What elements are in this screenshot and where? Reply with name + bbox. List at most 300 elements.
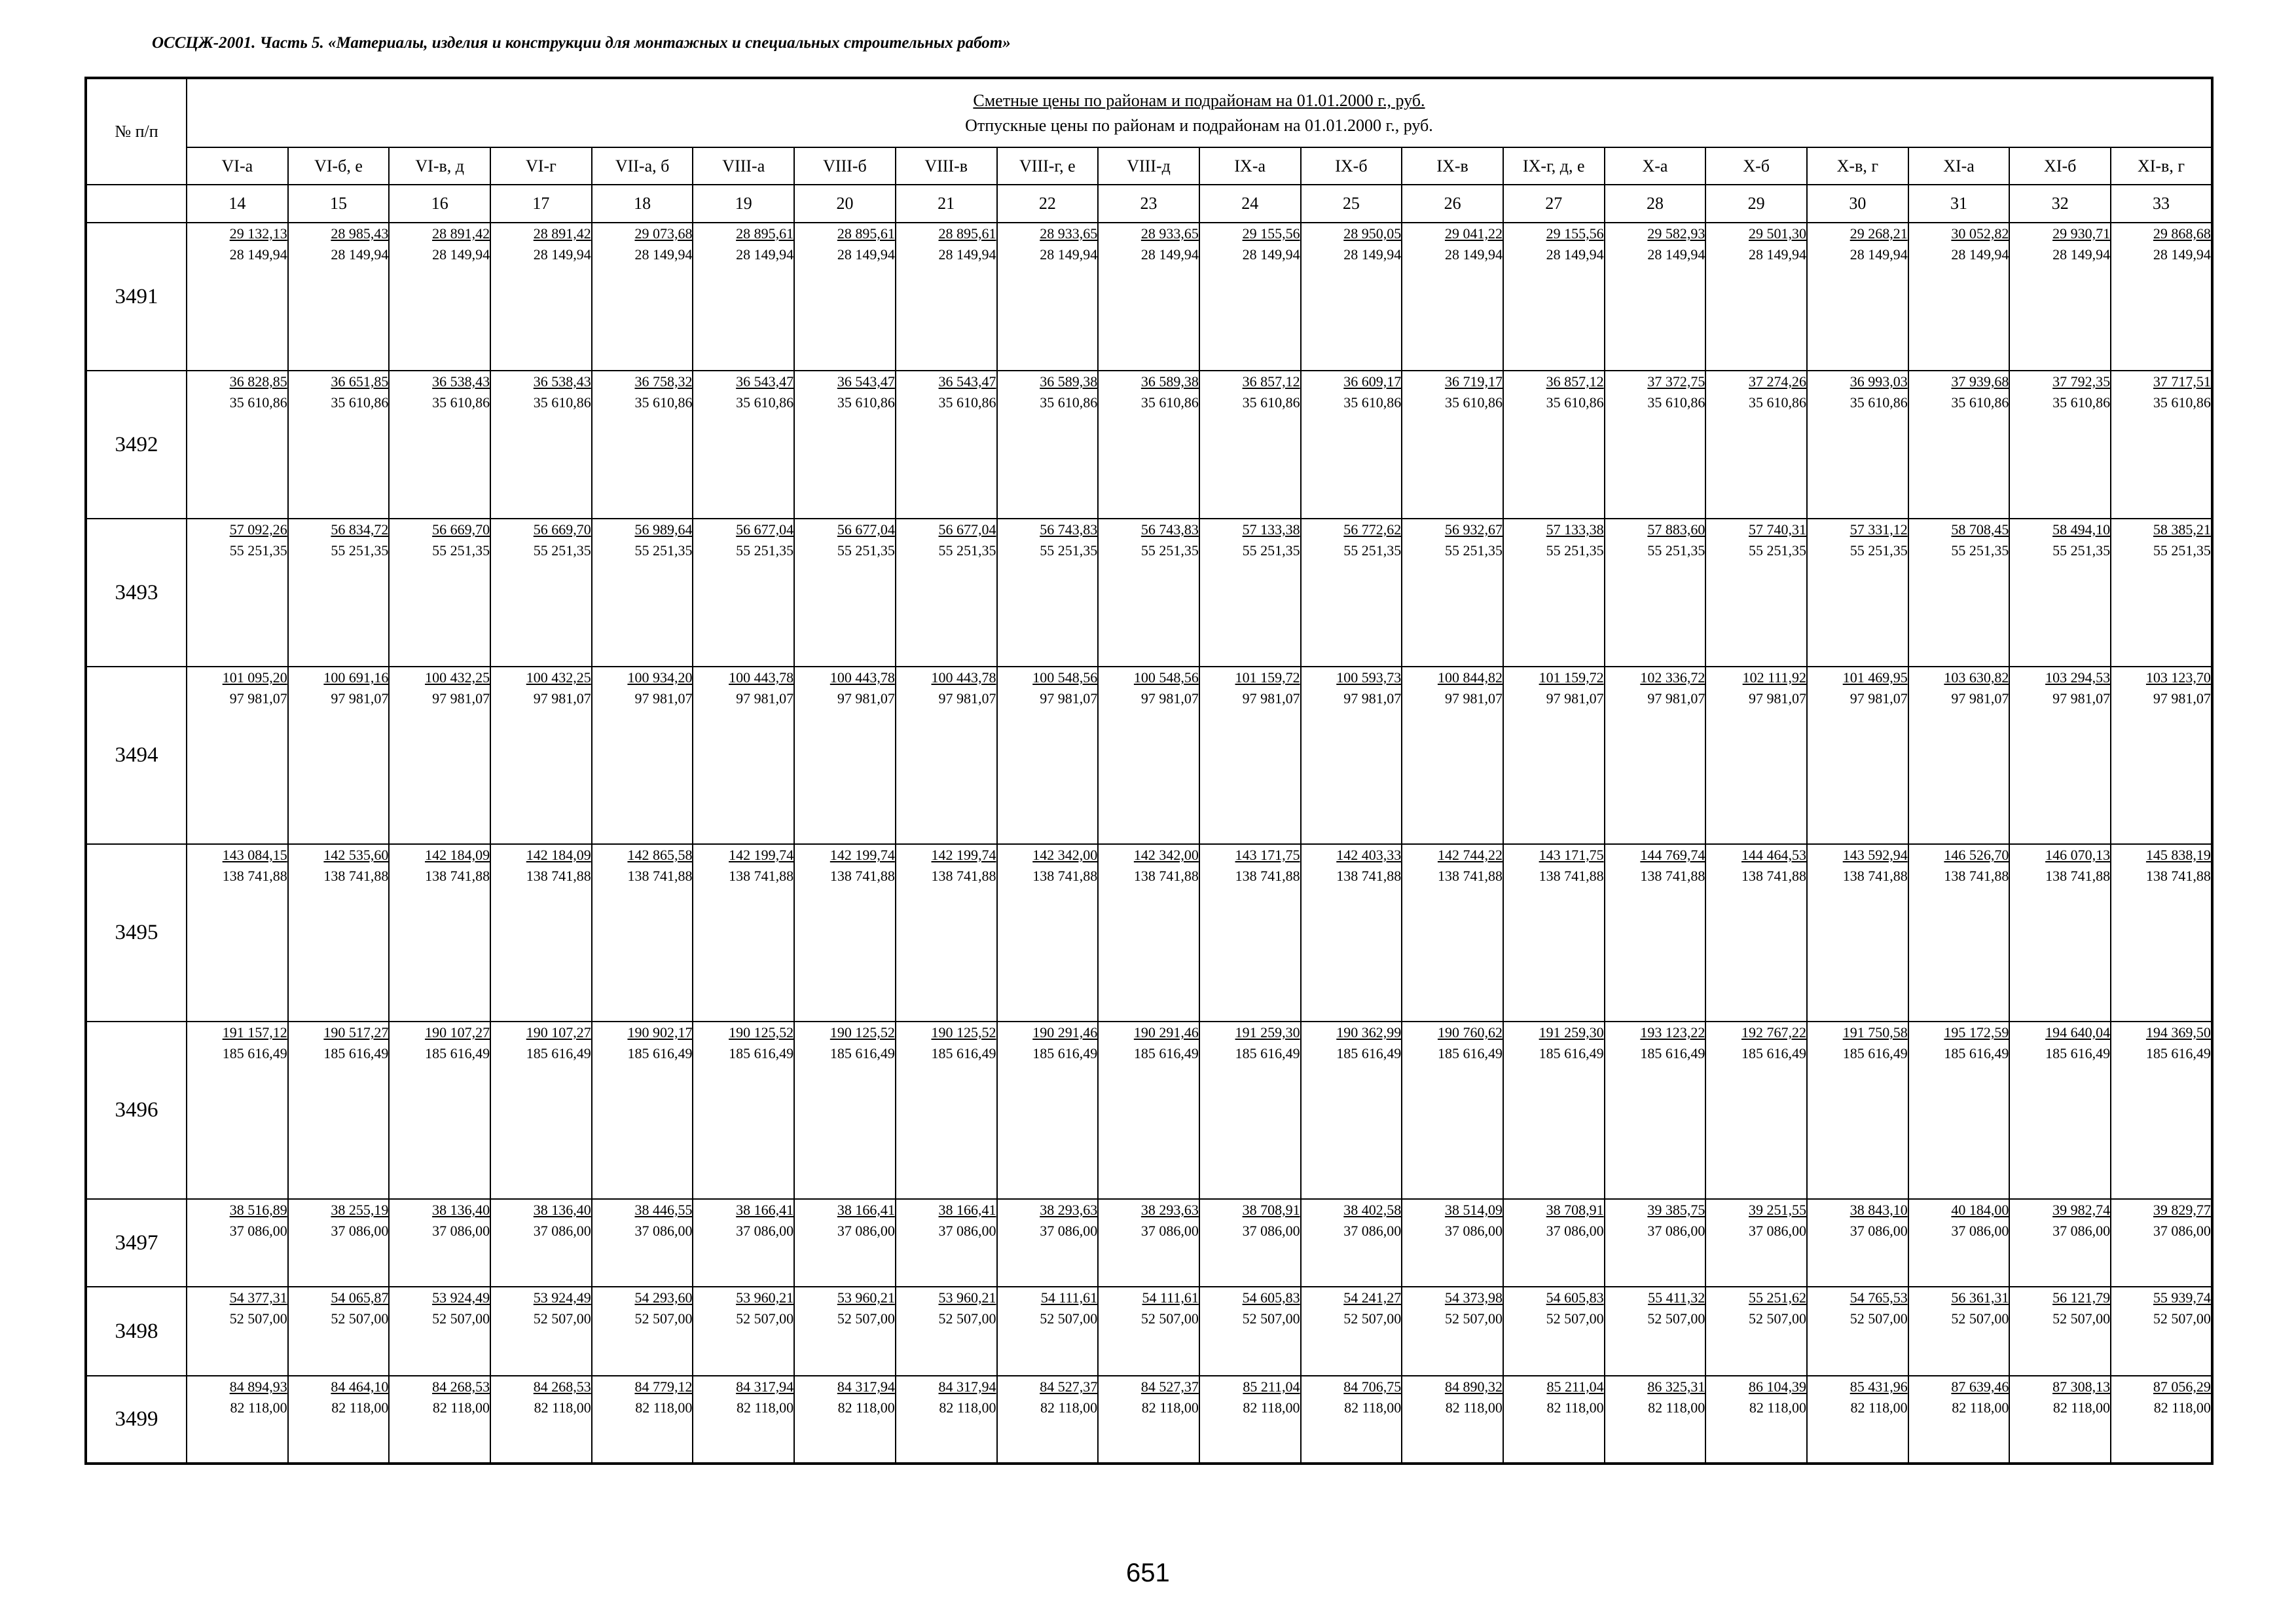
region-header: VI-в, д xyxy=(389,147,490,185)
price-cell xyxy=(490,667,592,844)
region-header: VIII-д xyxy=(1098,147,1199,185)
price-cell xyxy=(187,1376,288,1464)
price-cell xyxy=(997,371,1099,519)
price-cell xyxy=(1705,371,1807,519)
release-price: 37 086,00 xyxy=(1951,1223,2009,1239)
price-cell xyxy=(1402,1022,1503,1199)
estimate-price: 39 982,74 xyxy=(2052,1202,2111,1218)
header-row-title xyxy=(86,78,2212,147)
price-cell xyxy=(1908,667,2010,844)
estimate-price: 38 446,55 xyxy=(634,1202,693,1218)
estimate-price: 36 589,38 xyxy=(1040,373,1098,390)
release-price: 185 616,49 xyxy=(1032,1045,1098,1061)
price-cell xyxy=(693,371,794,519)
price-cell xyxy=(1199,844,1301,1022)
release-price: 82 118,00 xyxy=(1952,1399,2009,1416)
estimate-price: 100 432,25 xyxy=(526,669,591,686)
price-cell xyxy=(1908,1022,2010,1199)
price-cell xyxy=(1908,844,2010,1022)
release-price: 35 610,86 xyxy=(533,394,591,411)
release-price: 28 149,94 xyxy=(1343,246,1402,263)
price-cell xyxy=(1605,519,1706,667)
release-price: 97 981,07 xyxy=(736,690,794,707)
estimate-price: 100 691,16 xyxy=(323,669,389,686)
release-price: 28 149,94 xyxy=(1850,246,1908,263)
release-price: 37 086,00 xyxy=(938,1223,996,1239)
release-price: 37 086,00 xyxy=(1546,1223,1604,1239)
price-cell xyxy=(896,1199,997,1287)
price-cell xyxy=(1503,1287,1605,1376)
release-price: 52 507,00 xyxy=(1040,1310,1098,1327)
price-cell xyxy=(1098,1287,1199,1376)
row-id: 3491 xyxy=(86,223,187,371)
price-cell xyxy=(592,371,693,519)
estimate-price: 101 095,20 xyxy=(222,669,287,686)
estimate-price: 56 932,67 xyxy=(1444,521,1503,538)
estimate-price: 102 336,72 xyxy=(1640,669,1705,686)
release-price: 138 741,88 xyxy=(1133,868,1199,884)
release-price: 28 149,94 xyxy=(1140,246,1199,263)
price-cell xyxy=(1301,1199,1402,1287)
region-header: XI-в, г xyxy=(2111,147,2212,185)
price-cell xyxy=(896,223,997,371)
estimate-price: 38 166,41 xyxy=(736,1202,794,1218)
price-cell xyxy=(389,1287,490,1376)
release-price: 28 149,94 xyxy=(2153,246,2211,263)
release-price: 52 507,00 xyxy=(533,1310,591,1327)
price-cell xyxy=(2009,1199,2111,1287)
column-number-blank xyxy=(86,185,187,223)
release-price: 97 981,07 xyxy=(1343,690,1402,707)
release-price: 185 616,49 xyxy=(729,1045,794,1061)
estimate-price: 29 155,56 xyxy=(1546,225,1604,242)
estimate-price: 58 708,45 xyxy=(1951,521,2009,538)
estimate-price: 54 605,83 xyxy=(1242,1289,1300,1306)
price-cell xyxy=(2111,667,2212,844)
estimate-price: 54 373,98 xyxy=(1444,1289,1503,1306)
release-price: 138 741,88 xyxy=(323,868,389,884)
price-cell xyxy=(794,1287,896,1376)
price-cell xyxy=(490,1199,592,1287)
region-header: XI-б xyxy=(2009,147,2111,185)
estimate-price: 56 772,62 xyxy=(1343,521,1402,538)
release-price: 138 741,88 xyxy=(931,868,996,884)
estimate-price: 55 939,74 xyxy=(2153,1289,2211,1306)
price-cell xyxy=(997,844,1099,1022)
price-cell xyxy=(1098,667,1199,844)
release-price: 82 118,00 xyxy=(2153,1399,2211,1416)
release-price: 138 741,88 xyxy=(829,868,895,884)
release-price-caption: Отпускные цены по районам и подрайонам на 01.01.2000 г., руб. xyxy=(965,115,1433,135)
column-number: 19 xyxy=(693,185,794,223)
price-cell xyxy=(896,371,997,519)
price-cell xyxy=(1199,1376,1301,1464)
estimate-price: 29 930,71 xyxy=(2052,225,2111,242)
estimate-price: 36 828,85 xyxy=(229,373,287,390)
price-cell xyxy=(693,519,794,667)
price-cell xyxy=(288,223,390,371)
release-price: 55 251,35 xyxy=(1242,542,1300,559)
id-column-header: № п/п xyxy=(86,78,187,185)
price-cell xyxy=(288,667,390,844)
price-cell xyxy=(490,844,592,1022)
release-price: 185 616,49 xyxy=(1944,1045,2009,1061)
price-cell xyxy=(1402,1287,1503,1376)
estimate-price: 40 184,00 xyxy=(1951,1202,2009,1218)
estimate-price: 58 385,21 xyxy=(2153,521,2211,538)
release-price: 55 251,35 xyxy=(1647,542,1705,559)
price-cell xyxy=(1503,371,1605,519)
estimate-price: 36 857,12 xyxy=(1242,373,1300,390)
release-price: 138 741,88 xyxy=(1640,868,1705,884)
price-cell xyxy=(288,1376,390,1464)
release-price: 55 251,35 xyxy=(1444,542,1503,559)
price-cell xyxy=(997,1376,1099,1464)
release-price: 28 149,94 xyxy=(1242,246,1300,263)
release-price: 37 086,00 xyxy=(1444,1223,1503,1239)
estimate-price: 29 041,22 xyxy=(1444,225,1503,242)
estimate-price: 29 582,93 xyxy=(1647,225,1705,242)
estimate-price: 191 259,30 xyxy=(1539,1024,1604,1041)
estimate-price: 103 123,70 xyxy=(2145,669,2211,686)
column-number: 31 xyxy=(1908,185,2010,223)
estimate-price: 57 331,12 xyxy=(1850,521,1908,538)
release-price: 52 507,00 xyxy=(1242,1310,1300,1327)
price-cell xyxy=(1705,223,1807,371)
price-cell xyxy=(1503,844,1605,1022)
release-price: 82 118,00 xyxy=(230,1399,287,1416)
estimate-price-caption: Сметные цены по районам и подрайонам на 01.01.2000 г., руб. xyxy=(973,90,1425,110)
estimate-price: 84 527,37 xyxy=(1040,1378,1098,1395)
release-price: 52 507,00 xyxy=(1546,1310,1604,1327)
price-cell xyxy=(997,1199,1099,1287)
price-cell xyxy=(1301,1022,1402,1199)
release-price: 97 981,07 xyxy=(2153,690,2211,707)
price-cell xyxy=(1199,1287,1301,1376)
release-price: 185 616,49 xyxy=(829,1045,895,1061)
release-price: 28 149,94 xyxy=(2052,246,2111,263)
price-cell xyxy=(693,667,794,844)
release-price: 37 086,00 xyxy=(2153,1223,2211,1239)
column-number: 33 xyxy=(2111,185,2212,223)
estimate-price: 190 902,17 xyxy=(627,1024,693,1041)
estimate-price: 37 792,35 xyxy=(2052,373,2111,390)
price-cell xyxy=(187,519,288,667)
estimate-price: 192 767,22 xyxy=(1741,1024,1806,1041)
price-cell xyxy=(389,1022,490,1199)
estimate-price: 84 779,12 xyxy=(634,1378,693,1395)
release-price: 138 741,88 xyxy=(425,868,490,884)
release-price: 28 149,94 xyxy=(432,246,490,263)
estimate-price: 143 084,15 xyxy=(222,847,287,863)
price-cell xyxy=(1098,844,1199,1022)
estimate-price: 142 184,09 xyxy=(425,847,490,863)
release-price: 37 086,00 xyxy=(1140,1223,1199,1239)
estimate-price: 56 834,72 xyxy=(331,521,389,538)
estimate-price: 56 677,04 xyxy=(837,521,895,538)
price-cell xyxy=(693,223,794,371)
table-row xyxy=(86,519,2212,667)
estimate-price: 142 199,74 xyxy=(829,847,895,863)
estimate-price: 53 960,21 xyxy=(837,1289,895,1306)
estimate-price: 56 121,79 xyxy=(2052,1289,2111,1306)
price-cell xyxy=(288,1022,390,1199)
running-head: ОССЦЖ-2001. Часть 5. «Материалы, изделия и конструкции для монтажных и специальных строительных работ» xyxy=(152,34,1011,52)
estimate-price: 54 293,60 xyxy=(634,1289,693,1306)
release-price: 35 610,86 xyxy=(1546,394,1604,411)
release-price: 97 981,07 xyxy=(1850,690,1908,707)
estimate-price: 142 342,00 xyxy=(1133,847,1199,863)
release-price: 55 251,35 xyxy=(229,542,287,559)
estimate-price: 190 125,52 xyxy=(829,1024,895,1041)
price-cell xyxy=(187,371,288,519)
price-table xyxy=(84,77,2214,1465)
estimate-price: 55 251,62 xyxy=(1749,1289,1806,1306)
estimate-price: 142 342,00 xyxy=(1032,847,1098,863)
price-cell xyxy=(1807,519,1908,667)
estimate-price: 142 184,09 xyxy=(526,847,591,863)
price-cell xyxy=(2111,844,2212,1022)
estimate-price: 38 708,91 xyxy=(1546,1202,1604,1218)
region-header: IX-г, д, е xyxy=(1503,147,1605,185)
estimate-price: 142 199,74 xyxy=(729,847,794,863)
estimate-price: 87 639,46 xyxy=(1951,1378,2009,1395)
estimate-price: 100 443,78 xyxy=(829,669,895,686)
release-price: 97 981,07 xyxy=(1951,690,2009,707)
price-cell xyxy=(2009,1376,2111,1464)
region-header: VI-г xyxy=(490,147,592,185)
estimate-price: 38 514,09 xyxy=(1444,1202,1503,1218)
estimate-price: 28 895,61 xyxy=(938,225,996,242)
price-cell xyxy=(1705,1199,1807,1287)
estimate-price: 190 107,27 xyxy=(425,1024,490,1041)
price-cell xyxy=(1807,223,1908,371)
estimate-price: 84 527,37 xyxy=(1140,1378,1199,1395)
price-cell xyxy=(389,1376,490,1464)
estimate-price: 39 829,77 xyxy=(2153,1202,2211,1218)
release-price: 52 507,00 xyxy=(1343,1310,1402,1327)
release-price: 37 086,00 xyxy=(1242,1223,1300,1239)
release-price: 28 149,94 xyxy=(938,246,996,263)
price-cell xyxy=(693,1376,794,1464)
release-price: 82 118,00 xyxy=(1141,1399,1199,1416)
price-cell xyxy=(693,1022,794,1199)
price-cell xyxy=(1807,1199,1908,1287)
price-cell xyxy=(592,519,693,667)
estimate-price: 29 268,21 xyxy=(1850,225,1908,242)
estimate-price: 142 535,60 xyxy=(323,847,389,863)
release-price: 52 507,00 xyxy=(1647,1310,1705,1327)
price-cell xyxy=(1908,1376,2010,1464)
release-price: 55 251,35 xyxy=(1749,542,1806,559)
estimate-price: 37 372,75 xyxy=(1647,373,1705,390)
price-cell xyxy=(1908,519,2010,667)
column-number: 29 xyxy=(1705,185,1807,223)
release-price: 35 610,86 xyxy=(2052,394,2111,411)
price-cell xyxy=(1908,1287,2010,1376)
estimate-price: 85 431,96 xyxy=(1850,1378,1908,1395)
price-cell xyxy=(997,1022,1099,1199)
estimate-price: 191 259,30 xyxy=(1235,1024,1300,1041)
price-cell xyxy=(1705,519,1807,667)
price-cell xyxy=(288,519,390,667)
price-cell xyxy=(2009,371,2111,519)
release-price: 35 610,86 xyxy=(2153,394,2211,411)
estimate-price: 190 517,27 xyxy=(323,1024,389,1041)
estimate-price: 56 677,04 xyxy=(736,521,794,538)
estimate-price: 36 857,12 xyxy=(1546,373,1604,390)
release-price: 82 118,00 xyxy=(1749,1399,1806,1416)
estimate-price: 28 891,42 xyxy=(533,225,591,242)
price-cell xyxy=(1605,223,1706,371)
release-price: 82 118,00 xyxy=(1546,1399,1604,1416)
release-price: 185 616,49 xyxy=(1842,1045,1908,1061)
estimate-price: 57 883,60 xyxy=(1647,521,1705,538)
estimate-price: 38 708,91 xyxy=(1242,1202,1300,1218)
release-price: 138 741,88 xyxy=(526,868,591,884)
estimate-price: 55 411,32 xyxy=(1648,1289,1705,1306)
column-number: 22 xyxy=(997,185,1099,223)
price-cell xyxy=(1301,371,1402,519)
price-cell xyxy=(1503,1376,1605,1464)
row-id: 3494 xyxy=(86,667,187,844)
estimate-price: 28 950,05 xyxy=(1343,225,1402,242)
release-price: 97 981,07 xyxy=(938,690,996,707)
price-cell xyxy=(592,667,693,844)
price-cell xyxy=(389,667,490,844)
estimate-price: 56 989,64 xyxy=(634,521,693,538)
release-price: 82 118,00 xyxy=(1344,1399,1402,1416)
price-cell xyxy=(2009,844,2111,1022)
price-cell xyxy=(1807,667,1908,844)
price-cell xyxy=(1098,223,1199,371)
table-row xyxy=(86,1287,2212,1376)
estimate-price: 54 765,53 xyxy=(1850,1289,1908,1306)
release-price: 185 616,49 xyxy=(1437,1045,1503,1061)
price-cell xyxy=(288,844,390,1022)
column-number: 17 xyxy=(490,185,592,223)
release-price: 35 610,86 xyxy=(331,394,389,411)
region-header: VIII-в xyxy=(896,147,997,185)
column-number: 16 xyxy=(389,185,490,223)
price-cell xyxy=(1301,223,1402,371)
price-cell xyxy=(1705,844,1807,1022)
price-cell xyxy=(896,1376,997,1464)
estimate-price: 142 865,58 xyxy=(627,847,693,863)
price-cell xyxy=(794,844,896,1022)
price-cell xyxy=(187,1199,288,1287)
price-cell xyxy=(1402,519,1503,667)
estimate-price: 57 740,31 xyxy=(1749,521,1806,538)
estimate-price: 84 268,53 xyxy=(432,1378,490,1395)
price-cell xyxy=(1199,1199,1301,1287)
price-cell xyxy=(1503,1199,1605,1287)
release-price: 55 251,35 xyxy=(837,542,895,559)
estimate-price: 190 125,52 xyxy=(729,1024,794,1041)
column-number: 24 xyxy=(1199,185,1301,223)
estimate-price: 36 589,38 xyxy=(1140,373,1199,390)
price-cell xyxy=(389,223,490,371)
estimate-price: 100 593,73 xyxy=(1336,669,1402,686)
price-cell xyxy=(794,1199,896,1287)
release-price: 37 086,00 xyxy=(1040,1223,1098,1239)
price-cell xyxy=(1605,844,1706,1022)
release-price: 55 251,35 xyxy=(533,542,591,559)
estimate-price: 56 669,70 xyxy=(432,521,490,538)
release-price: 28 149,94 xyxy=(533,246,591,263)
release-price: 55 251,35 xyxy=(1850,542,1908,559)
estimate-price: 38 136,40 xyxy=(432,1202,490,1218)
price-cell xyxy=(997,1287,1099,1376)
estimate-price: 86 325,31 xyxy=(1647,1378,1705,1395)
estimate-price: 36 758,32 xyxy=(634,373,693,390)
price-cell xyxy=(187,1022,288,1199)
estimate-price: 36 993,03 xyxy=(1850,373,1908,390)
release-price: 52 507,00 xyxy=(736,1310,794,1327)
release-price: 37 086,00 xyxy=(1749,1223,1806,1239)
price-cell xyxy=(1402,371,1503,519)
release-price: 82 118,00 xyxy=(736,1399,794,1416)
release-price: 82 118,00 xyxy=(635,1399,693,1416)
release-price: 138 741,88 xyxy=(1944,868,2009,884)
estimate-price: 37 274,26 xyxy=(1749,373,1806,390)
estimate-price: 36 538,43 xyxy=(533,373,591,390)
release-price: 82 118,00 xyxy=(939,1399,996,1416)
row-id: 3493 xyxy=(86,519,187,667)
release-price: 28 149,94 xyxy=(1444,246,1503,263)
price-cell xyxy=(2009,519,2111,667)
estimate-price: 190 362,99 xyxy=(1336,1024,1402,1041)
price-cell xyxy=(794,667,896,844)
release-price: 52 507,00 xyxy=(837,1310,895,1327)
estimate-price: 54 377,31 xyxy=(229,1289,287,1306)
release-price: 82 118,00 xyxy=(1850,1399,1908,1416)
release-price: 138 741,88 xyxy=(729,868,794,884)
release-price: 97 981,07 xyxy=(1242,690,1300,707)
row-id: 3498 xyxy=(86,1287,187,1376)
release-price: 97 981,07 xyxy=(229,690,287,707)
release-price: 138 741,88 xyxy=(1741,868,1806,884)
estimate-price: 29 155,56 xyxy=(1242,225,1300,242)
estimate-price: 30 052,82 xyxy=(1951,225,2009,242)
estimate-price: 38 293,63 xyxy=(1040,1202,1098,1218)
release-price: 82 118,00 xyxy=(534,1399,591,1416)
estimate-price: 190 125,52 xyxy=(931,1024,996,1041)
release-price: 55 251,35 xyxy=(634,542,693,559)
estimate-price: 38 255,19 xyxy=(331,1202,389,1218)
region-header: VIII-г, е xyxy=(997,147,1099,185)
price-cell xyxy=(1807,1287,1908,1376)
estimate-price: 39 251,55 xyxy=(1749,1202,1806,1218)
estimate-price: 100 548,56 xyxy=(1032,669,1098,686)
table-row xyxy=(86,1022,2212,1199)
release-price: 97 981,07 xyxy=(837,690,895,707)
column-number: 21 xyxy=(896,185,997,223)
estimate-price: 57 133,38 xyxy=(1546,521,1604,538)
release-price: 52 507,00 xyxy=(1951,1310,2009,1327)
release-price: 82 118,00 xyxy=(1243,1399,1300,1416)
release-price: 28 149,94 xyxy=(736,246,794,263)
release-price: 185 616,49 xyxy=(2045,1045,2111,1061)
table-row xyxy=(86,1199,2212,1287)
release-price: 82 118,00 xyxy=(837,1399,895,1416)
price-cell xyxy=(1605,1287,1706,1376)
region-header-row xyxy=(86,147,2212,185)
price-cell xyxy=(1402,1376,1503,1464)
estimate-price: 190 291,46 xyxy=(1032,1024,1098,1041)
price-cell xyxy=(1301,1376,1402,1464)
estimate-price: 195 172,59 xyxy=(1944,1024,2009,1041)
